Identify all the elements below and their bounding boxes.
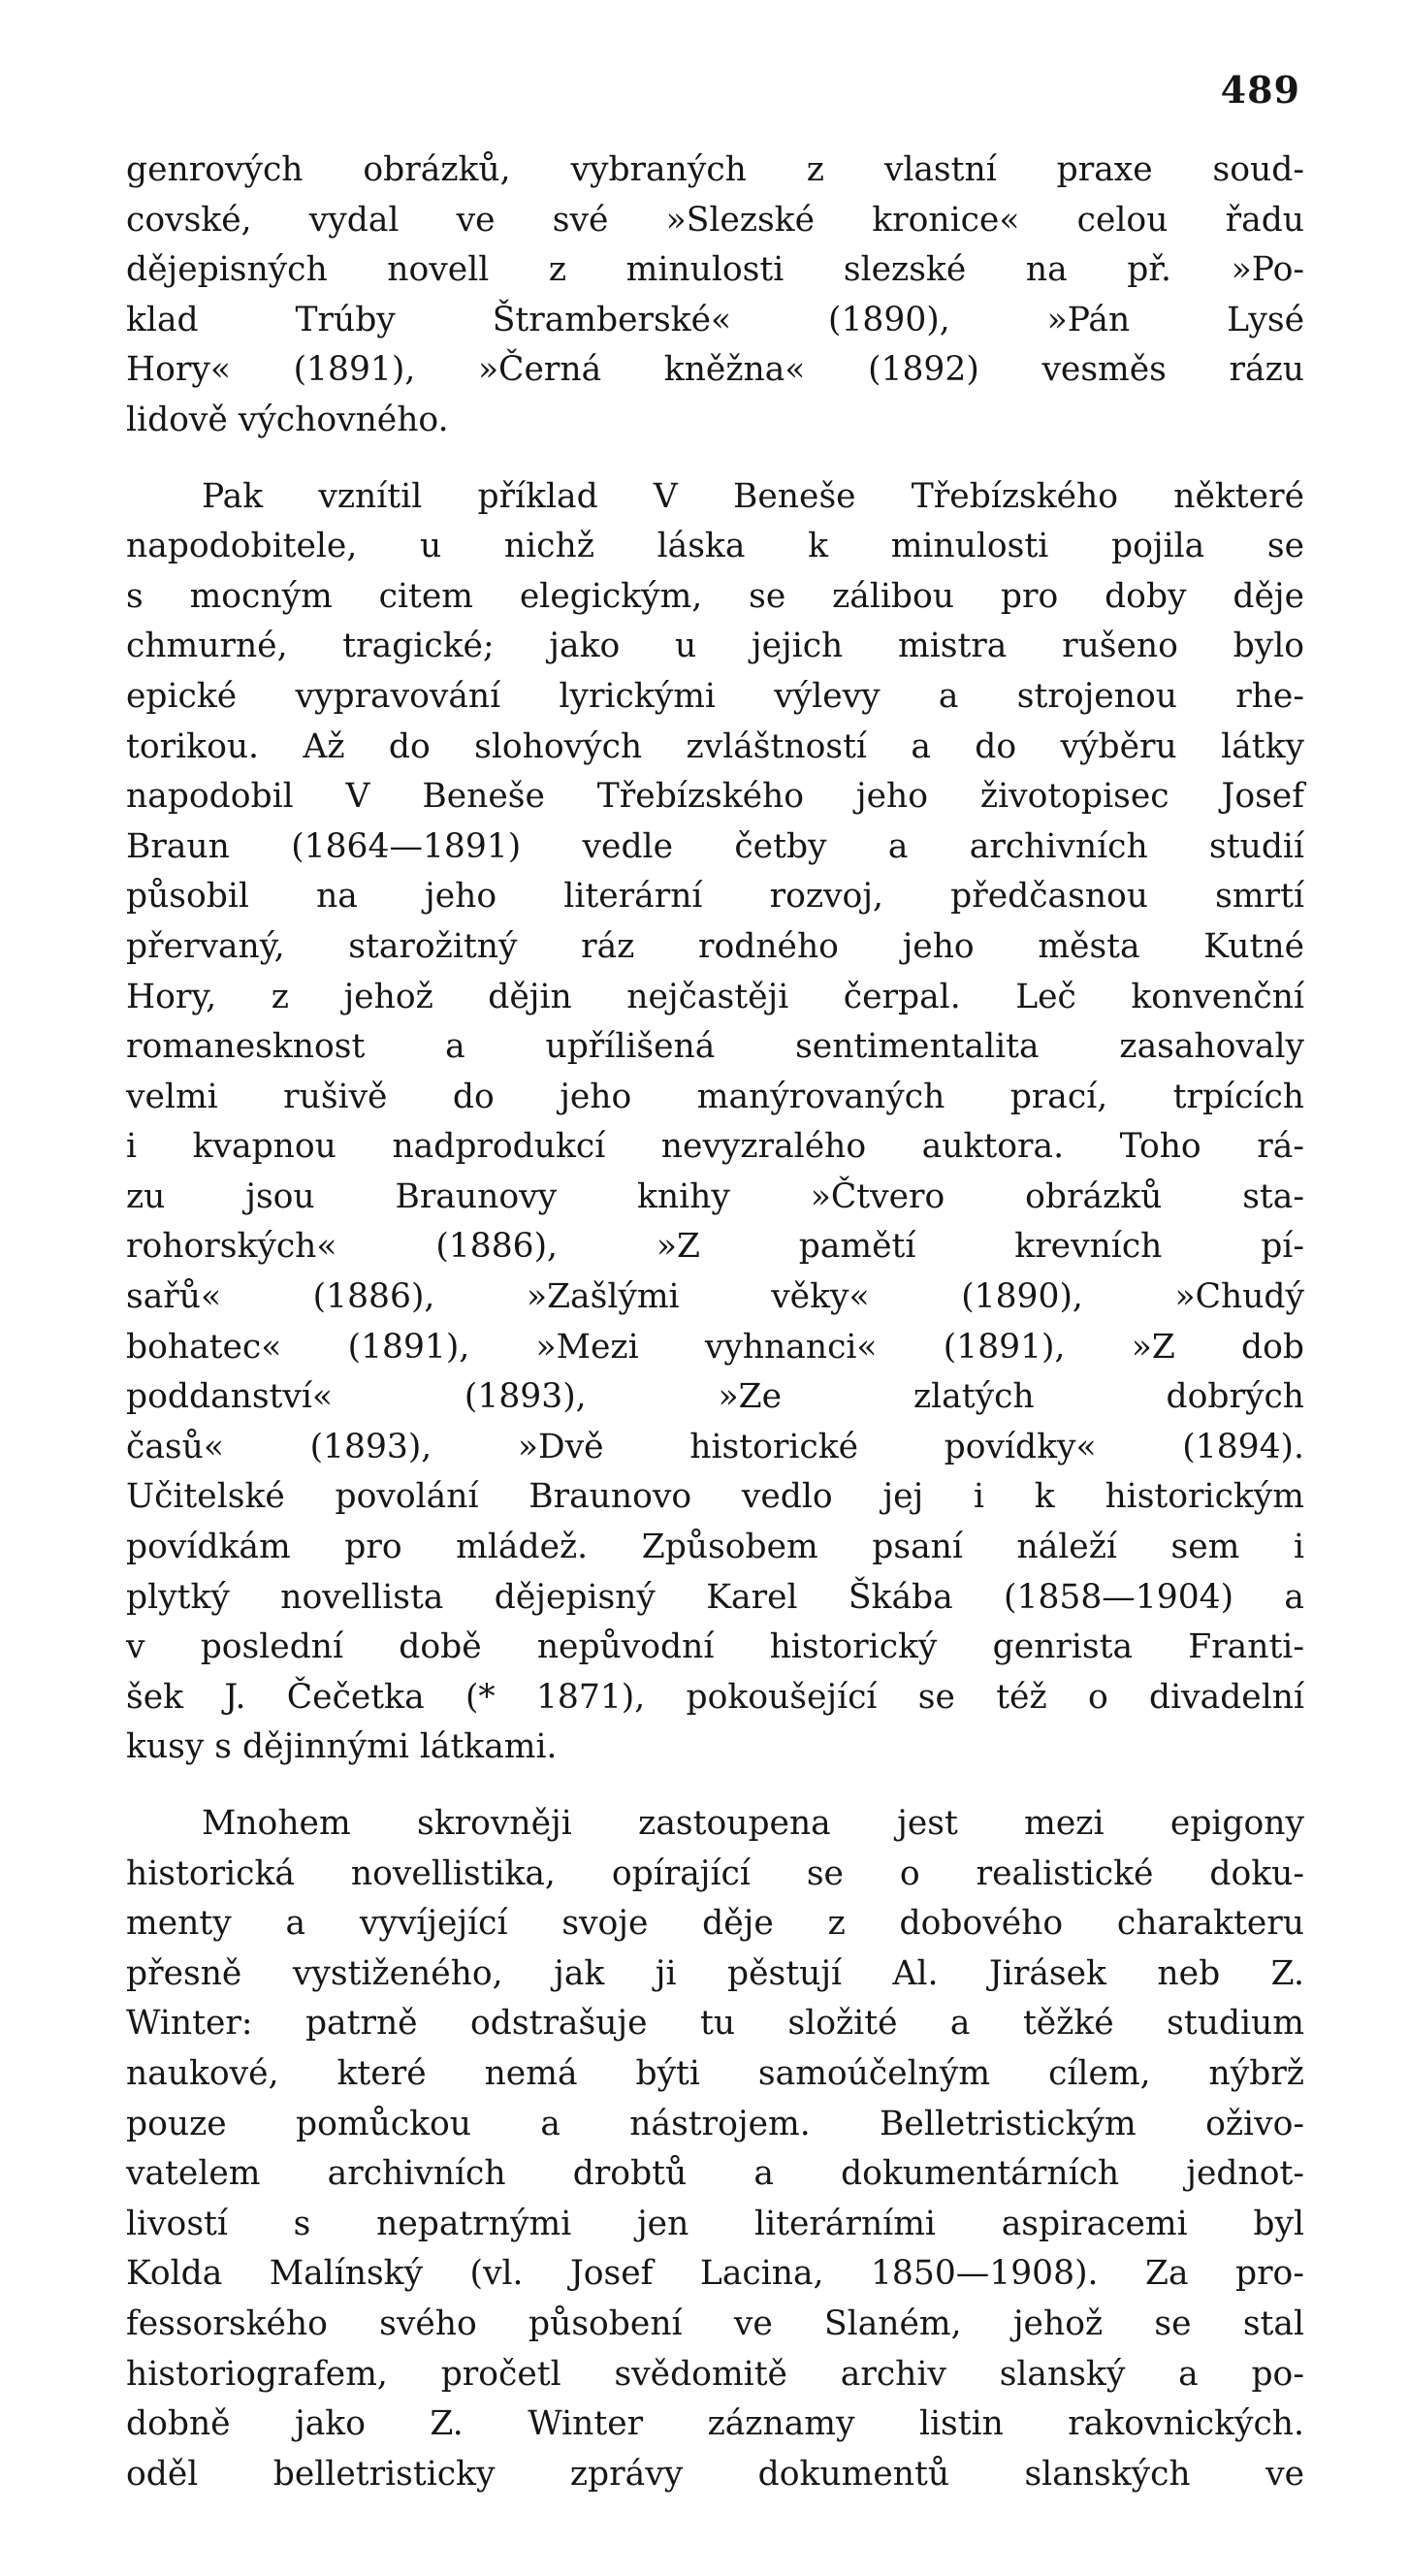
text-line: livostí s nepatrnými jen literárními aspiracemi byl (126, 2204, 1304, 2243)
text-line: velmi rušivě do jeho manýrovaných prací, trpících (126, 1077, 1304, 1116)
text-line: Kolda Malínský (vl. Josef Lacina, 1850—1908). Za pro- (126, 2254, 1304, 2294)
text-line: přervaný, starožitný ráz rodného jeho města Kutné (126, 926, 1304, 966)
text-line: Učitelské povolání Braunovo vedlo jej i k historickým (126, 1477, 1304, 1517)
text-line: covské, vydal ve své »Slezské kronice« celou řadu (126, 200, 1304, 240)
text-line: chmurné, tragické; jako u jejich mistra rušeno bylo (126, 627, 1304, 666)
text-line: dobně jako Z. Winter záznamy listin rakovnických. (126, 2404, 1304, 2444)
paragraph (126, 472, 1304, 1773)
text-line: přesně vystiženého, jak ji pěstují Al. Jirásek neb Z. (126, 1953, 1304, 1993)
text-line: historiografem, pročetl svědomitě archiv slanský a po- (126, 2354, 1304, 2394)
text-line: Mnohem skrovněji zastoupena jest mezi epigony (202, 1804, 1304, 1843)
text-line: s mocným citem elegickým, se zálibou pro doby děje (126, 576, 1304, 616)
text-line: poddanství« (1893), »Ze zlatých dobrých (126, 1377, 1304, 1417)
text-line: pouze pomůckou a nástrojem. Belletristickým oživo- (126, 2104, 1304, 2143)
text-line: kusy s dějinnými látkami. (126, 1727, 558, 1767)
text-line: Winter: patrně odstrašuje tu složité a těžké studium (126, 2004, 1304, 2044)
text-line: napodobil V Beneše Třebízského jeho životopisec Josef (126, 777, 1304, 817)
page-number: 489 (1220, 68, 1300, 112)
text-line: šek J. Čečetka (* 1871), pokoušející se též o divadelní (126, 1677, 1304, 1717)
text-line: i kvapnou nadprodukcí nevyzralého auktora. Toho rá- (126, 1127, 1304, 1167)
text-line: plytký novellista dějepisný Karel Škába (1858—1904) a (126, 1577, 1304, 1617)
text-line: Pak vznítil příklad V Beneše Třebízského některé (202, 476, 1304, 516)
text-line: vatelem archivních drobtů a dokumentárních jednot- (126, 2154, 1304, 2194)
text-line: Hory, z jehož dějin nejčastěji čerpal. Leč konvenční (126, 977, 1304, 1016)
text-line: v poslední době nepůvodní historický genrista Franti- (126, 1627, 1304, 1667)
text-line: napodobitele, u nichž láska k minulosti pojila se (126, 527, 1304, 566)
text-line: zu jsou Braunovy knihy »Čtvero obrázků sta- (126, 1176, 1304, 1216)
text-line: bohatec« (1891), »Mezi vyhnanci« (1891), »Z dob (126, 1327, 1304, 1367)
text-line: epické vypravování lyrickými výlevy a strojenou rhe- (126, 676, 1304, 716)
text-line: klad Trúby Štramberské« (1890), »Pán Lysé (126, 300, 1304, 339)
text-line: časů« (1893), »Dvě historické povídky« (1894). (126, 1427, 1304, 1466)
text-line: rohorských« (1886), »Z pamětí krevních pí- (126, 1227, 1304, 1267)
paragraph (126, 145, 1304, 446)
text-line: dějepisných novell z minulosti slezské na př. »Po- (126, 250, 1304, 290)
text-line: Hory« (1891), »Černá kněžna« (1892) vesměs rázu (126, 350, 1304, 390)
text-line: Braun (1864—1891) vedle četby a archivních studií (126, 826, 1304, 866)
text-line: působil na jeho literární rozvoj, předčasnou smrtí (126, 877, 1304, 917)
text-line: fessorského svého působení ve Slaném, jehož se stal (126, 2303, 1304, 2343)
text-line: historická novellistika, opírající se o realistické doku- (126, 1853, 1304, 1893)
text-line: torikou. Až do slohových zvláštností a do výběru látky (126, 726, 1304, 766)
text-line: genrových obrázků, vybraných z vlastní praxe soud- (126, 150, 1304, 189)
text-line: povídkám pro mládež. Způsobem psaní náleží sem i (126, 1528, 1304, 1567)
text-line: oděl belletristicky zprávy dokumentů slanských ve (126, 2454, 1304, 2494)
text-line: menty a vyvíjející svoje děje z dobového charakteru (126, 1904, 1304, 1944)
text-line: lidově výchovného. (126, 400, 449, 439)
text-line: sařů« (1886), »Zašlými věky« (1890), »Chudý (126, 1277, 1304, 1317)
body-text (126, 145, 1304, 2526)
paragraph (126, 1799, 1304, 2499)
text-line: romanesknost a upřílišená sentimentalita zasahovaly (126, 1027, 1304, 1067)
text-line: naukové, které nemá býti samoúčelným cílem, nýbrž (126, 2053, 1304, 2093)
